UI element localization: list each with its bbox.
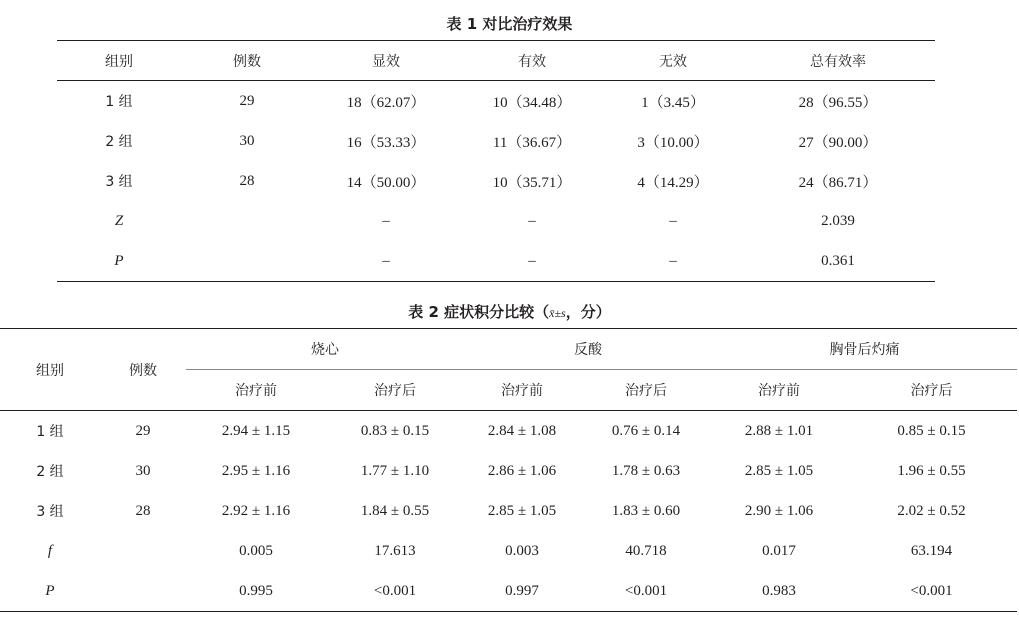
table-row xyxy=(0,571,1017,612)
table-cell: 2.90 ± 1.06 xyxy=(744,502,814,519)
table2-subheader-before: 治疗前 xyxy=(464,370,580,411)
table2-header-chest-pain: 胸骨后灼痛 xyxy=(712,329,1017,370)
table-cell: 2.94 ± 1.15 xyxy=(221,422,291,439)
table2-caption-formula: x̄±s xyxy=(549,306,566,320)
table-row xyxy=(57,201,935,241)
table-cell: 30 xyxy=(239,132,255,149)
table1 xyxy=(57,40,935,282)
table-cell: 2.02 ± 0.52 xyxy=(897,502,966,519)
table-cell: 24（86.71） xyxy=(798,174,878,191)
table-cell: 1 组 xyxy=(105,94,133,110)
table-cell: 0.983 xyxy=(762,582,796,599)
table-cell: 0.005 xyxy=(239,542,273,559)
table-cell: 1.83 ± 0.60 xyxy=(611,502,681,519)
table-cell: – xyxy=(669,212,677,229)
table-cell xyxy=(181,241,313,282)
table-row xyxy=(0,531,1017,571)
table-cell: 14（50.00） xyxy=(346,174,426,191)
table-cell: P xyxy=(114,252,124,269)
table-cell: 0.003 xyxy=(505,542,539,559)
table-cell: 1.77 ± 1.10 xyxy=(360,462,430,479)
table2-subheader-before: 治疗前 xyxy=(712,370,846,411)
table2-header-count: 例数 xyxy=(100,329,186,411)
table-cell: – xyxy=(382,212,390,229)
table-cell: 0.83 ± 0.15 xyxy=(360,422,430,439)
table2-header-group: 组别 xyxy=(0,329,100,411)
table-cell: 16（53.33） xyxy=(346,134,426,151)
table-cell: 0.361 xyxy=(821,252,855,269)
table1-header-count: 例数 xyxy=(181,41,313,81)
table-cell: 2.86 ± 1.06 xyxy=(487,462,557,479)
table-cell: 29 xyxy=(239,92,255,109)
table-cell: <0.001 xyxy=(910,582,953,599)
table1-header-effective: 有效 xyxy=(459,41,605,81)
table-cell: 28 xyxy=(239,172,255,189)
table-cell: – xyxy=(669,252,677,269)
table-cell: – xyxy=(528,252,536,269)
table-cell: Z xyxy=(114,212,124,229)
table-cell: 2.88 ± 1.01 xyxy=(744,422,814,439)
table-row xyxy=(57,161,935,201)
table-cell xyxy=(100,571,186,612)
table-cell: 17.613 xyxy=(374,542,416,559)
table-cell: 29 xyxy=(135,422,151,439)
table-cell xyxy=(181,201,313,241)
table2-caption xyxy=(0,302,1019,323)
table-cell: 0.76 ± 0.14 xyxy=(611,422,681,439)
table-row xyxy=(57,241,935,282)
table-cell: 2.95 ± 1.16 xyxy=(221,462,291,479)
table-cell: 4（14.29） xyxy=(637,174,709,191)
table-row xyxy=(0,491,1017,531)
table1-header-total-rate: 总有效率 xyxy=(741,41,935,81)
table-cell: 1 组 xyxy=(36,424,64,440)
table1-header-ineffective: 无效 xyxy=(605,41,741,81)
table2-caption-suffix: ，分） xyxy=(565,303,611,321)
table-cell: 2.85 ± 1.05 xyxy=(744,462,814,479)
table-cell: 2 组 xyxy=(105,134,133,150)
table2-caption-prefix: 表 2 症状积分比较（ xyxy=(408,303,550,321)
table-cell: 18（62.07） xyxy=(346,94,426,111)
table-cell: 27（90.00） xyxy=(798,134,878,151)
table2 xyxy=(0,328,1017,612)
table-cell: 0.997 xyxy=(505,582,539,599)
table-row xyxy=(0,411,1017,452)
table-cell: 2.85 ± 1.05 xyxy=(487,502,557,519)
table-cell: <0.001 xyxy=(373,582,417,599)
table-cell: 2.92 ± 1.16 xyxy=(221,502,291,519)
table-cell: 0.85 ± 0.15 xyxy=(897,422,966,439)
table1-caption: 表 1 对比治疗效果 xyxy=(446,15,573,33)
table-cell: 30 xyxy=(135,462,151,479)
table2-header-row xyxy=(0,329,1017,370)
table1-header-group: 组别 xyxy=(57,41,181,81)
table-cell: 40.718 xyxy=(625,542,667,559)
table-cell: 10（35.71） xyxy=(492,174,572,191)
table-cell: 0.017 xyxy=(762,542,796,559)
table-cell: f xyxy=(47,542,53,559)
table-cell: 1.84 ± 0.55 xyxy=(360,502,430,519)
table-cell: – xyxy=(528,212,536,229)
table-cell: 3（10.00） xyxy=(637,134,709,151)
table2-subheader-before: 治疗前 xyxy=(186,370,326,411)
table2-subheader-after: 治疗后 xyxy=(580,370,712,411)
table2-subheader-after: 治疗后 xyxy=(326,370,464,411)
table-row xyxy=(57,81,935,122)
table2-subheader-after: 治疗后 xyxy=(846,370,1017,411)
table-cell: 28（96.55） xyxy=(798,94,878,111)
table-cell xyxy=(100,531,186,571)
table-cell: <0.001 xyxy=(624,582,668,599)
table-cell: – xyxy=(382,252,390,269)
table-cell: 2 组 xyxy=(36,464,64,480)
table2-header-heartburn: 烧心 xyxy=(186,329,464,370)
table-cell: 11（36.67） xyxy=(492,134,572,151)
table-cell: 1.96 ± 0.55 xyxy=(897,462,966,479)
table2-header-acid-reflux: 反酸 xyxy=(464,329,712,370)
table-cell: 1.78 ± 0.63 xyxy=(611,462,681,479)
table1-header-row xyxy=(57,41,935,81)
table-cell: 2.039 xyxy=(821,212,855,229)
table-cell: 3 组 xyxy=(36,504,64,520)
table-cell: 1（3.45） xyxy=(641,94,705,111)
table-cell: 0.995 xyxy=(239,582,273,599)
table-row xyxy=(0,451,1017,491)
table-cell: 63.194 xyxy=(910,542,953,559)
table-cell: P xyxy=(45,582,55,599)
table1-header-marked: 显效 xyxy=(313,41,459,81)
table-cell: 28 xyxy=(135,502,151,519)
table-cell: 10（34.48） xyxy=(492,94,572,111)
table-row xyxy=(57,121,935,161)
table-cell: 2.84 ± 1.08 xyxy=(487,422,557,439)
table-cell: 3 组 xyxy=(105,174,133,190)
